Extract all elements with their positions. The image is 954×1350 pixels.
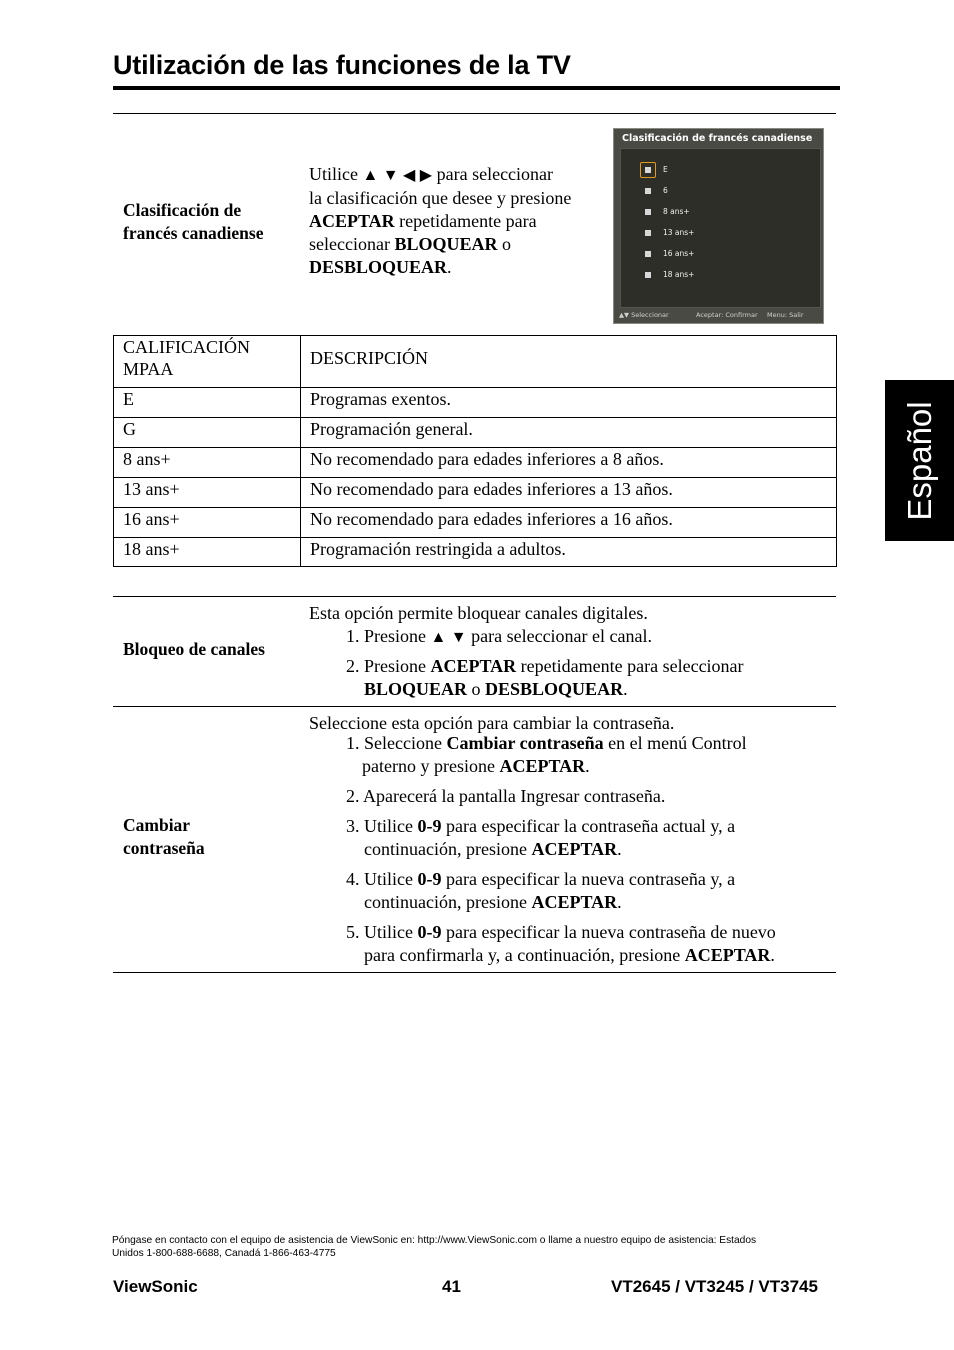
page-number: 41 <box>442 1277 461 1296</box>
table-header-row <box>114 336 837 388</box>
table-row <box>114 418 837 448</box>
block-intro: Esta opción permite bloquear canales digitales. <box>309 603 648 623</box>
label-line: francés canadiense <box>123 223 264 243</box>
section-label-french <box>123 199 263 245</box>
desc-line: la clasificación que desee y presione <box>309 188 572 208</box>
rating-cell: G <box>114 418 301 448</box>
desc-line: DESBLOQUEAR. <box>309 257 452 277</box>
desc-line: ACEPTAR repetidamente para <box>309 211 537 231</box>
rating-cell: 16 ans+ <box>114 508 301 538</box>
label-line: contraseña <box>123 838 205 858</box>
arrow-keys-icon: ▲ ▼ ◀ ▶ <box>362 167 433 184</box>
tv-menu-panel: E 6 8 ans+ 13 ans+ 16 ans+ 18 ans+ <box>620 148 821 308</box>
password-step-2: 2. Aparecerá la pantalla Ingresar contraseña. <box>346 786 666 806</box>
checkbox-icon <box>645 188 651 194</box>
password-intro: Seleccione esta opción para cambiar la contraseña. <box>309 713 675 733</box>
footer-brand: ViewSonic <box>113 1277 198 1296</box>
tv-footer-confirm: Aceptar: Confirmar <box>696 311 758 319</box>
section-description-french <box>309 163 609 279</box>
table-row <box>114 508 837 538</box>
desc-line: Utilice ▲ ▼ ◀ ▶ para seleccionar <box>309 164 554 184</box>
rating-cell: 8 ans+ <box>114 448 301 478</box>
section-divider <box>113 972 836 973</box>
password-step-3: 3. Utilice 0-9 para especificar la contraseña actual y, a continuación, presione ACEPTAR. <box>346 816 736 859</box>
rating-cell: E <box>114 388 301 418</box>
tv-footer-exit: Menu: Salir <box>767 311 804 319</box>
section-label-block: Bloqueo de canales <box>123 639 265 659</box>
footer-models: VT2645 / VT3245 / VT3745 <box>611 1277 818 1296</box>
description-cell: No recomendado para edades inferiores a 13 años. <box>301 478 837 508</box>
table-row <box>114 388 837 418</box>
block-step-1: 1. Presione ▲ ▼ para seleccionar el canal. <box>346 626 653 646</box>
section-divider <box>113 706 836 707</box>
checkbox-icon <box>645 209 651 215</box>
page-title: Utilización de las funciones de la TV <box>113 50 571 80</box>
support-contact-note: Póngase en contacto con el equipo de asistencia de ViewSonic en: http://www.ViewSonic.com o llame a nuestro equipo de asistencia: Estados Unidos 1-800-688-6688, Canadá 1-866-463-4775 <box>112 1235 757 1259</box>
password-step-5: 5. Utilice 0-9 para especificar la nueva contraseña de nuevo para confirmarla y, a continuación, presione ACEPTAR. <box>346 922 776 965</box>
ratings-table <box>113 335 837 567</box>
table-header-cell: DESCRIPCIÓN <box>301 336 837 388</box>
description-cell: No recomendado para edades inferiores a 8 años. <box>301 448 837 478</box>
label-line: Cambiar <box>123 815 191 835</box>
section-divider <box>113 113 836 114</box>
language-tab-label: Español <box>900 400 938 521</box>
description-cell: Programas exentos. <box>301 388 837 418</box>
checkbox-icon <box>645 272 651 278</box>
description-cell: No recomendado para edades inferiores a 16 años. <box>301 508 837 538</box>
checkbox-icon <box>645 230 651 236</box>
section-divider <box>113 596 836 597</box>
checkbox-icon <box>645 167 651 173</box>
table-header-cell: CALIFICACIÓN MPAA <box>114 336 301 388</box>
password-step-4: 4. Utilice 0-9 para especificar la nueva contraseña y, a continuación, presione ACEPTAR. <box>346 869 736 912</box>
block-step-2: 2. Presione ACEPTAR repetidamente para seleccionar BLOQUEAR o DESBLOQUEAR. <box>346 656 744 699</box>
desc-line: seleccionar BLOQUEAR o <box>309 234 511 254</box>
tv-footer-select: ▲▼ Seleccionar <box>619 311 669 319</box>
table-row <box>114 538 837 567</box>
tv-menu-screenshot <box>613 128 824 324</box>
section-label-password <box>123 814 205 860</box>
table-row <box>114 478 837 508</box>
checkbox-icon <box>645 251 651 257</box>
password-step-1: 1. Seleccione Cambiar contraseña en el menú Control paterno y presione ACEPTAR. <box>346 733 747 776</box>
language-tab <box>885 380 954 541</box>
table-row <box>114 448 837 478</box>
rating-cell: 13 ans+ <box>114 478 301 508</box>
title-rule <box>113 86 840 90</box>
label-line: Clasificación de <box>123 200 242 220</box>
description-cell: Programación general. <box>301 418 837 448</box>
description-cell: Programación restringida a adultos. <box>301 538 837 567</box>
arrow-keys-icon: ▲ ▼ <box>430 629 467 646</box>
tv-menu-title: Clasificación de francés canadiense <box>622 133 813 144</box>
rating-cell: 18 ans+ <box>114 538 301 567</box>
